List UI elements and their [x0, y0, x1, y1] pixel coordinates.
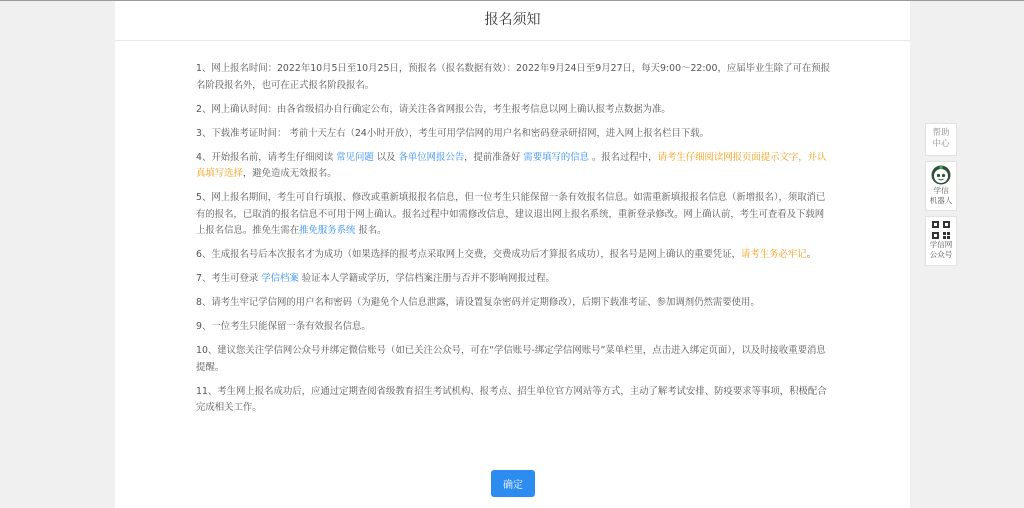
notice-item-11 [196, 384, 832, 417]
notice-dialog [115, 1, 910, 508]
notice-text: 2、网上确认时间：由各省级招办自行确定公布，请关注各省网报公告，考生报考信息以网上确认报考点数据为准。 [196, 103, 671, 115]
confirm-button[interactable]: 确定 [491, 470, 535, 497]
robot-label: 学信 [933, 186, 949, 195]
wechat-label: 学信网 [929, 240, 953, 249]
robot-label: 机器人 [929, 196, 953, 205]
notice-text: ，提前准备好 [464, 151, 524, 163]
dialog-header [115, 1, 910, 41]
notice-list [196, 61, 832, 424]
required-info-link[interactable]: 需要填写的信息 [523, 151, 589, 163]
notice-text: 11、考生网上报名成功后，应通过定期查阅省级教育招生考试机构、报考点、招生单位官方网站等方式，主动了解考试安排、防疫要求等事项，积极配合完成相关工作。 [196, 385, 827, 413]
notice-text: 验证本人学籍或学历，学信档案注册与否并不影响网报过程。 [298, 273, 555, 284]
notice-text: 5、网上报名期间，考生可自行填报、修改或重新填报报名信息，但一位考生只能保留一条有效报名信息。如需重新填报报名信息（新增报名），须取消已有的报名，已取消的报名信息不可用于网上确认。报名过程中如需修改信息，建议退出网上报名系统，重新登录修改。网上确认前，考生可查看及下载网上报名信息。推免生需在 [196, 192, 826, 236]
recommendation-system-link[interactable]: 推免服务系统 [299, 225, 356, 236]
robot-assistant-button[interactable] [925, 161, 957, 211]
notice-text: 。 [806, 249, 817, 260]
help-center-label: 中心 [932, 139, 950, 149]
notice-item-8 [196, 295, 832, 312]
help-center-button[interactable] [925, 123, 957, 156]
notice-item-4 [196, 150, 832, 183]
xuexin-archive-link[interactable]: 学信档案 [261, 273, 299, 284]
notice-text: 。报名过程中， [588, 151, 658, 163]
notice-item-9 [196, 319, 832, 336]
notice-text: 以及 [373, 151, 399, 163]
notice-text: 4、开始报名前，请考生仔细阅读 [196, 151, 337, 163]
notice-text: 7、考生可登录 [196, 273, 262, 284]
notice-item-3 [196, 126, 832, 143]
notice-item-6 [196, 247, 832, 264]
notice-text: 6、生成报名号后本次报名才为成功（如果选择的报考点采取网上交费，交费成功后才算报名成功），报名号是网上确认的重要凭证， [196, 249, 742, 260]
notice-text: 1、网上报名时间：2022年10月5日至10月25日，预报名（报名数据有效）：2022年9月24日至9月27日，每天9:00～22:00，应届毕业生除了可在预报名阶段报名外，也可在正式报名阶段报名。 [196, 63, 830, 91]
notice-item-2 [196, 102, 832, 119]
dialog-title: 报名须知 [484, 12, 541, 28]
notice-text: 3、下载准考证时间： 考前十天左右（24小时开放），考生可用学信网的用户名和密码登录研招网，进入网上报名栏目下载。 [196, 127, 710, 139]
wechat-label: 公众号 [929, 250, 953, 259]
robot-icon [931, 165, 951, 185]
wechat-official-account-button[interactable] [925, 216, 957, 266]
notice-item-1 [196, 61, 832, 94]
notice-text: 8、请考生牢记学信网的用户名和密码（为避免个人信息泄露，请设置复杂密码并定期修改），后期下载准考证、参加调剂仍然需要使用。 [196, 297, 760, 308]
notice-text: 10、建议您关注学信网公众号并绑定微信账号（如已关注公众号，可在“学信账号-绑定学信网账号”菜单栏里，点击进入绑定页面），以及时接收重要消息提醒。 [196, 345, 826, 373]
notice-item-10 [196, 343, 832, 376]
notice-text: 报名。 [355, 225, 387, 236]
notice-item-5 [196, 190, 832, 240]
faq-link[interactable]: 常见问题 [336, 151, 374, 163]
notice-text: ，避免造成无效报名。 [242, 168, 337, 179]
notice-item-7 [196, 271, 832, 288]
warning-text: 请考生务必牢记 [741, 249, 807, 260]
qr-code-icon [932, 221, 950, 239]
warning-text: 请考生仔细阅读网报页面提示文字，并认真填写选择 [196, 151, 827, 179]
help-center-label: 帮助 [932, 128, 950, 138]
unit-announcement-link[interactable]: 各单位网报公告 [398, 151, 465, 163]
notice-text: 9、一位考生只能保留一条有效报名信息。 [196, 321, 371, 332]
